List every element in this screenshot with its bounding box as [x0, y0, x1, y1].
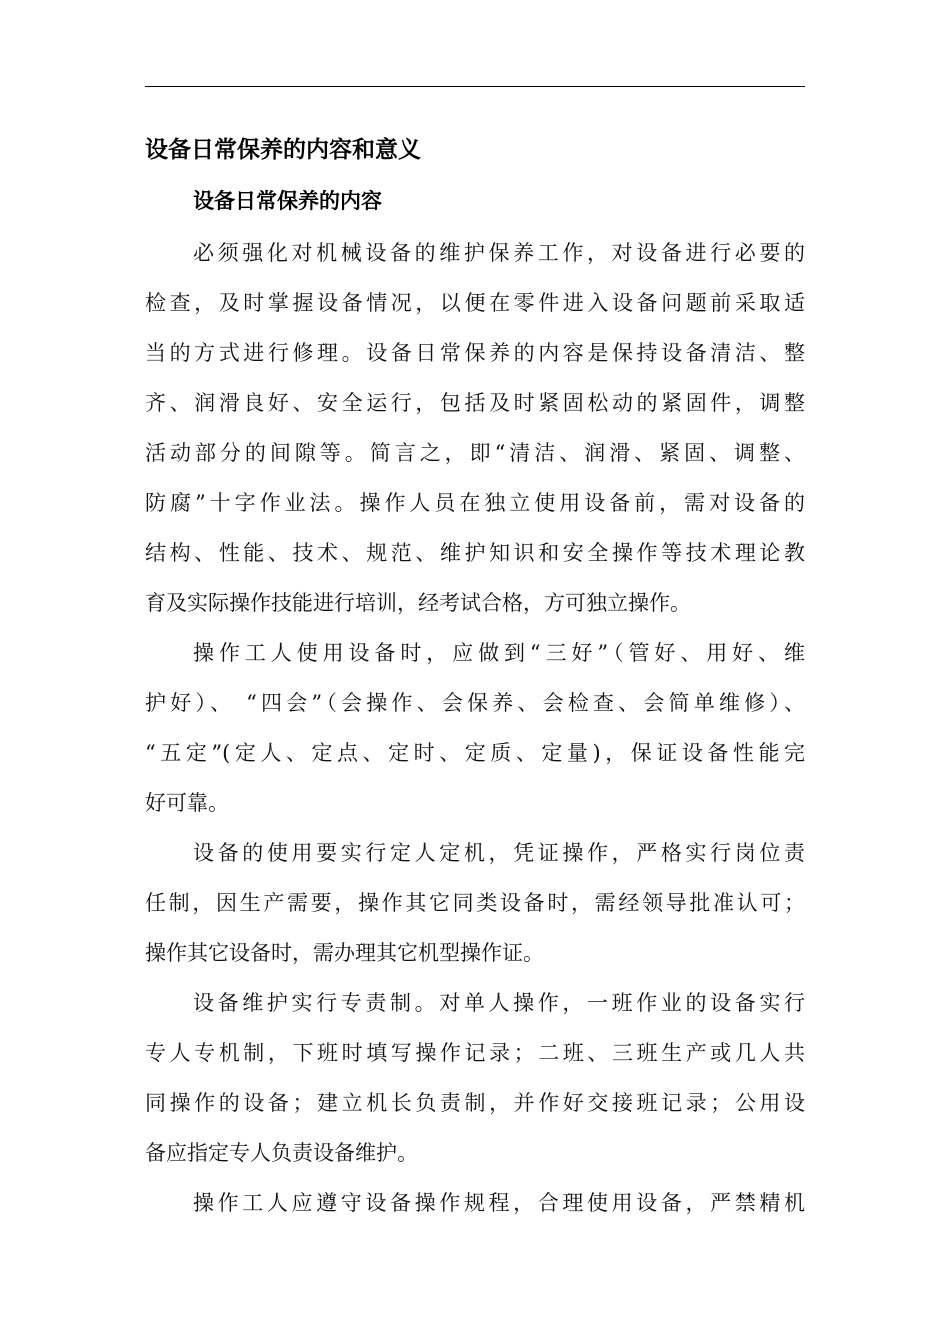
text-line: 好可靠。: [145, 791, 229, 815]
section-heading: 设备日常保养的内容: [193, 189, 382, 213]
text-line: 防腐”十字作业法。操作人员在独立使用设备前，需对设备的: [145, 491, 805, 515]
text-line: 齐、润滑良好、安全运行，包括及时紧固松动的紧固件，调整: [145, 391, 805, 415]
text-line: 护好）、 “四会”（会操作、会保养、会检查、会简单维修）、: [145, 691, 805, 715]
text-line: 同操作的设备；建立机长负责制，并作好交接班记录；公用设: [145, 1091, 805, 1115]
text-line: “五定”(定人、定点、定时、定质、定量)，保证设备性能完: [145, 741, 805, 765]
text-line: 当的方式进行修理。设备日常保养的内容是保持设备清洁、整: [145, 341, 805, 365]
text-line: 检查，及时掌握设备情况，以便在零件进入设备问题前采取适: [145, 291, 805, 315]
text-line: 操作工人使用设备时，应做到“三好”（管好、用好、维: [193, 641, 805, 665]
text-line: 必须强化对机械设备的维护保养工作，对设备进行必要的: [193, 241, 805, 265]
text-line: 结构、性能、技术、规范、维护知识和安全操作等技术理论教: [145, 541, 805, 565]
header-rule: [145, 86, 805, 87]
body-text: [145, 228, 805, 1228]
document-title: 设备日常保养的内容和意义: [145, 137, 421, 163]
text-line: 育及实际操作技能进行培训，经考试合格，方可独立操作。: [145, 591, 691, 615]
text-line: 操作其它设备时，需办理其它机型操作证。: [145, 941, 544, 965]
text-line: 设备的使用要实行定人定机，凭证操作，严格实行岗位责: [193, 841, 805, 865]
text-line: 操作工人应遵守设备操作规程，合理使用设备，严禁精机: [193, 1191, 805, 1215]
text-line: 任制，因生产需要，操作其它同类设备时，需经领导批准认可；: [145, 891, 805, 915]
document-page: [145, 0, 805, 1344]
text-line: 备应指定专人负责设备维护。: [145, 1141, 418, 1165]
paragraph: [145, 228, 805, 628]
text-line: 专人专机制，下班时填写操作记录；二班、三班生产或几人共: [145, 1041, 805, 1065]
paragraph: [145, 828, 805, 978]
paragraph: [145, 1178, 805, 1228]
paragraph: [145, 628, 805, 828]
text-line: 设备维护实行专责制。对单人操作，一班作业的设备实行: [193, 991, 805, 1015]
paragraph: [145, 978, 805, 1178]
text-line: 活动部分的间隙等。简言之，即“清洁、润滑、紧固、调整、: [145, 441, 805, 465]
